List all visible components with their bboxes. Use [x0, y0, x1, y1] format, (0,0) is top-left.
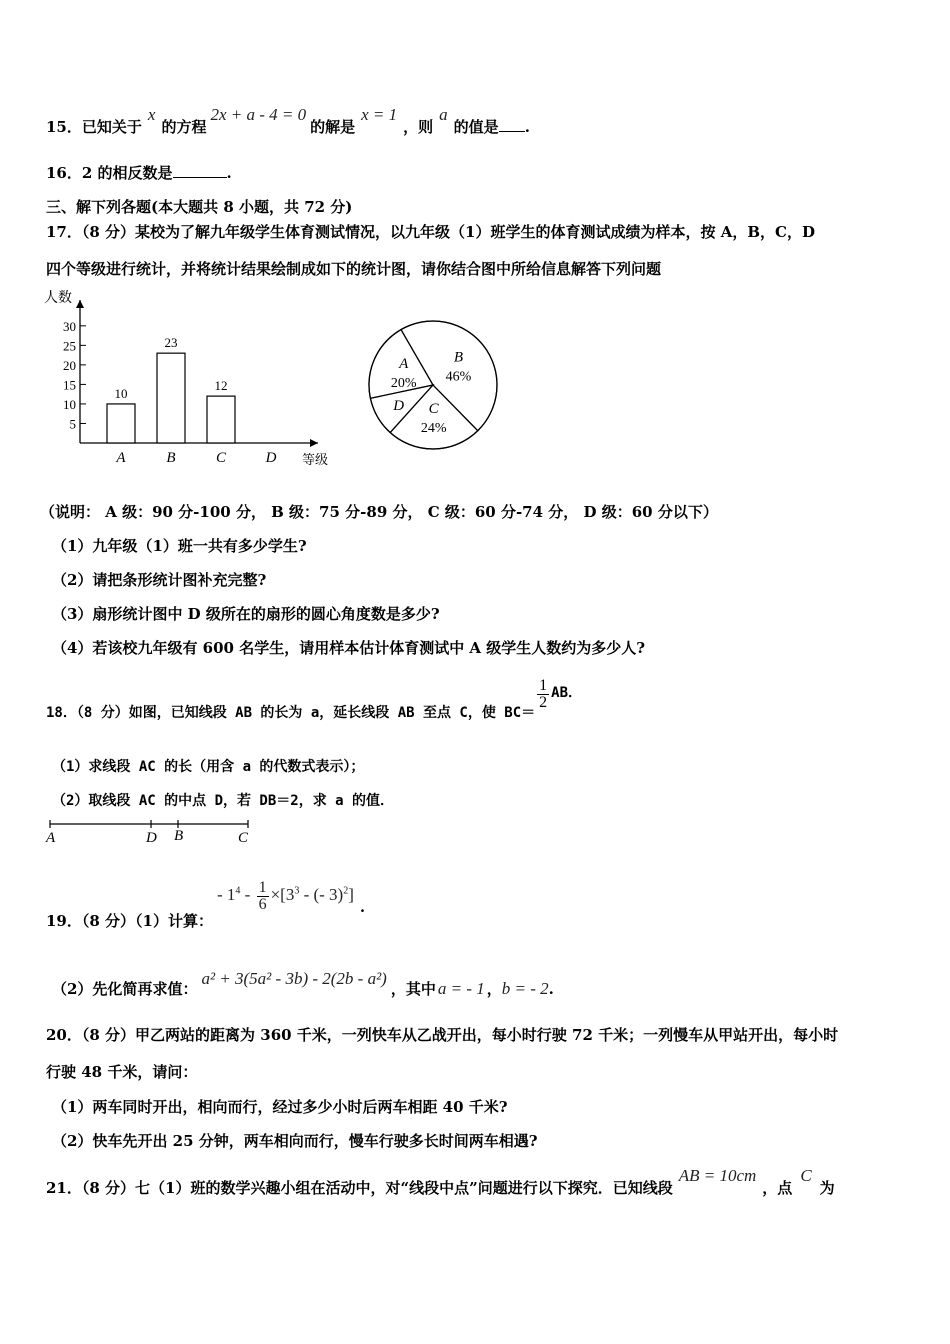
- bar-c: [207, 396, 235, 443]
- section-3-title: 三、解下列各题(本大题共 8 小题，共 72 分): [46, 198, 353, 216]
- q19-mid: ，其中: [390, 980, 436, 998]
- bar-y-tick-label: 10: [63, 396, 76, 412]
- bar-value-label: 23: [164, 335, 178, 351]
- bar-b: [157, 353, 185, 443]
- q19-end-2: .: [548, 980, 554, 998]
- q19-condition-b: b = - 2: [501, 979, 549, 998]
- q19-end-1: .: [359, 898, 366, 917]
- segment-figure: [42, 816, 262, 848]
- q18-text-2: AB．: [551, 684, 583, 701]
- q18-fraction: [537, 678, 549, 711]
- q17-sub-4: （4）若该校九年级有 600 名学生，请用样本估计体育测试中 A 级学生人数约为多少人?: [52, 639, 646, 657]
- q19-expr-part-c: ×[3: [270, 885, 295, 905]
- q20-line-2: 行驶 48 千米，请问：: [46, 1063, 198, 1081]
- bar-x-label: 等级: [302, 452, 329, 467]
- bar-y-arrow: [76, 300, 84, 308]
- q19-text-1: 19．（8 分）（1）计算：: [46, 912, 213, 931]
- q19-expr-part-a: - 1: [216, 885, 236, 905]
- q15-text-2: 的方程: [161, 118, 207, 136]
- q16-text: 2 的相反数是: [81, 164, 173, 182]
- point-label-c: C: [238, 830, 249, 846]
- q17-sub-3: （3）扇形统计图中 D 级所在的扇形的圆心角度数是多少?: [52, 605, 440, 623]
- q15-text-5: 的值是: [453, 118, 499, 136]
- q18-sub-2: （2）取线段 AC 的中点 D，若 DB＝2，求 a 的值．: [52, 793, 395, 809]
- q20-sub-2: （2）快车先开出 25 分钟，两车相向而行，慢车行驶多长时间两车相遇?: [52, 1132, 538, 1150]
- q15-var-a: a: [439, 105, 448, 124]
- q20-sub-1: （1）两车同时开出，相向而行，经过多少小时后两车相距 40 千米?: [52, 1098, 508, 1116]
- q15-end: .: [524, 118, 530, 136]
- point-label-d: D: [146, 830, 157, 846]
- q19-expression-2: a² + 3(5a² - 3b) - 2(2b - a²): [201, 969, 387, 988]
- pie-percent-label: 20%: [390, 375, 417, 391]
- q19-condition-a: a = - 1: [437, 979, 485, 998]
- bar-y-tick-label: 20: [63, 357, 76, 373]
- pie-percent-label: 46%: [445, 369, 472, 385]
- q15-answer-blank: [499, 117, 525, 132]
- bar-category-label: C: [215, 450, 227, 466]
- bar-y-tick-label: 25: [63, 338, 76, 354]
- point-label-a: A: [46, 830, 56, 846]
- bar-value-label: 10: [114, 385, 128, 401]
- q16-answer-blank: [173, 163, 227, 178]
- q21-line-1: [46, 1166, 835, 1198]
- q19-expr-exp-3: 2: [343, 885, 349, 897]
- bar-category-label: B: [166, 450, 176, 466]
- q15-line: [46, 105, 530, 137]
- bar-y-tick-label: 5: [69, 416, 76, 432]
- q15-text-4: ，则: [403, 118, 434, 136]
- bar-y-label: 人数: [44, 291, 72, 306]
- bar-chart: [40, 288, 340, 473]
- q19-expression-1: [216, 879, 354, 913]
- q17-sub-2: （2）请把条形统计图补充完整?: [52, 571, 267, 589]
- q19-line-2: [52, 968, 554, 998]
- q16-end: .: [226, 164, 232, 182]
- q16-line: [46, 162, 232, 183]
- q19-expr-part-e: ]: [348, 885, 354, 905]
- bar-x-arrow: [310, 439, 318, 447]
- pie-chart: [358, 310, 508, 460]
- q17-note: （说明： A 级：90 分-100 分， B 级：75 分-89 分， C 级：60 分-74 分， D 级：60 分以下）: [40, 503, 718, 521]
- q19-expr-exp-2: 3: [294, 885, 300, 897]
- point-label-b: B: [174, 828, 184, 844]
- q17-line-2: 四个等级进行统计，并将统计结果绘制成如下的统计图，请你结合图中所给信息解答下列问题: [46, 260, 662, 278]
- bar-value-label: 12: [214, 378, 228, 394]
- pie-percent-label: 24%: [420, 420, 447, 436]
- q18-line-1: [46, 677, 583, 721]
- q20-line-1: 20．（8 分）甲乙两站的距离为 360 千米，一列快车从乙战开出，每小时行驶 72 千米；一列慢车从甲站开出，每小时: [46, 1026, 839, 1044]
- q17-sub-1: （1）九年级（1）班一共有多少学生?: [52, 537, 307, 555]
- q19-expr-part-b: -: [240, 885, 255, 905]
- pie-label: A: [399, 355, 409, 372]
- bar-y-tick-label: 30: [63, 318, 76, 334]
- q21-expression: AB = 10cm: [678, 1166, 757, 1185]
- q19-expr-part-d: - (- 3): [299, 885, 344, 905]
- pie-label: B: [453, 349, 464, 366]
- q18-fraction-den: 2: [539, 694, 548, 711]
- q15-text-3: 的解是: [310, 118, 356, 136]
- q19-comma: ，: [486, 980, 502, 998]
- q15-number: 15．: [46, 118, 82, 136]
- q19-line-1: [46, 879, 366, 931]
- q18-sub-1: （1）求线段 AC 的长（用含 a 的代数式表示）；: [52, 759, 365, 775]
- pie-label: D: [393, 397, 405, 414]
- q15-equation: 2x + a - 4 = 0: [210, 105, 307, 124]
- q15-text-1: 已知关于: [81, 118, 142, 136]
- q21-text-2: ，点: [762, 1179, 793, 1197]
- q15-solution: x = 1: [361, 105, 398, 124]
- pie-label: C: [428, 400, 439, 417]
- q19-fraction-den: 6: [258, 896, 267, 913]
- q19-fraction: [257, 880, 269, 913]
- q21-var-c: C: [800, 1166, 812, 1185]
- q18-fraction-num: 1: [539, 677, 548, 694]
- q21-text-1: 21．（8 分）七（1）班的数学兴趣小组在活动中，对“线段中点”问题进行以下探究．已知线段: [46, 1179, 673, 1197]
- bar-a: [107, 404, 135, 443]
- q18-text-1: 18．（8 分）如图，已知线段 AB 的长为 a，延长线段 AB 至点 C，使 BC＝: [46, 704, 536, 721]
- q15-var-x: x: [147, 105, 156, 124]
- bar-y-tick-label: 15: [63, 377, 76, 393]
- q19-sub-2: （2）先化简再求值：: [52, 980, 198, 998]
- q19-fraction-num: 1: [258, 879, 267, 896]
- bar-category-label: A: [116, 450, 126, 466]
- q17-line-1: 17．（8 分）某校为了解九年级学生体育测试情况，以九年级（1）班学生的体育测试成绩为样本，按 A，B，C，D: [46, 223, 815, 241]
- q16-number: 16．: [46, 164, 82, 182]
- q19-expr-exp-1: 4: [235, 885, 241, 897]
- q21-text-3: 为: [819, 1179, 835, 1197]
- bar-category-label: D: [265, 450, 277, 466]
